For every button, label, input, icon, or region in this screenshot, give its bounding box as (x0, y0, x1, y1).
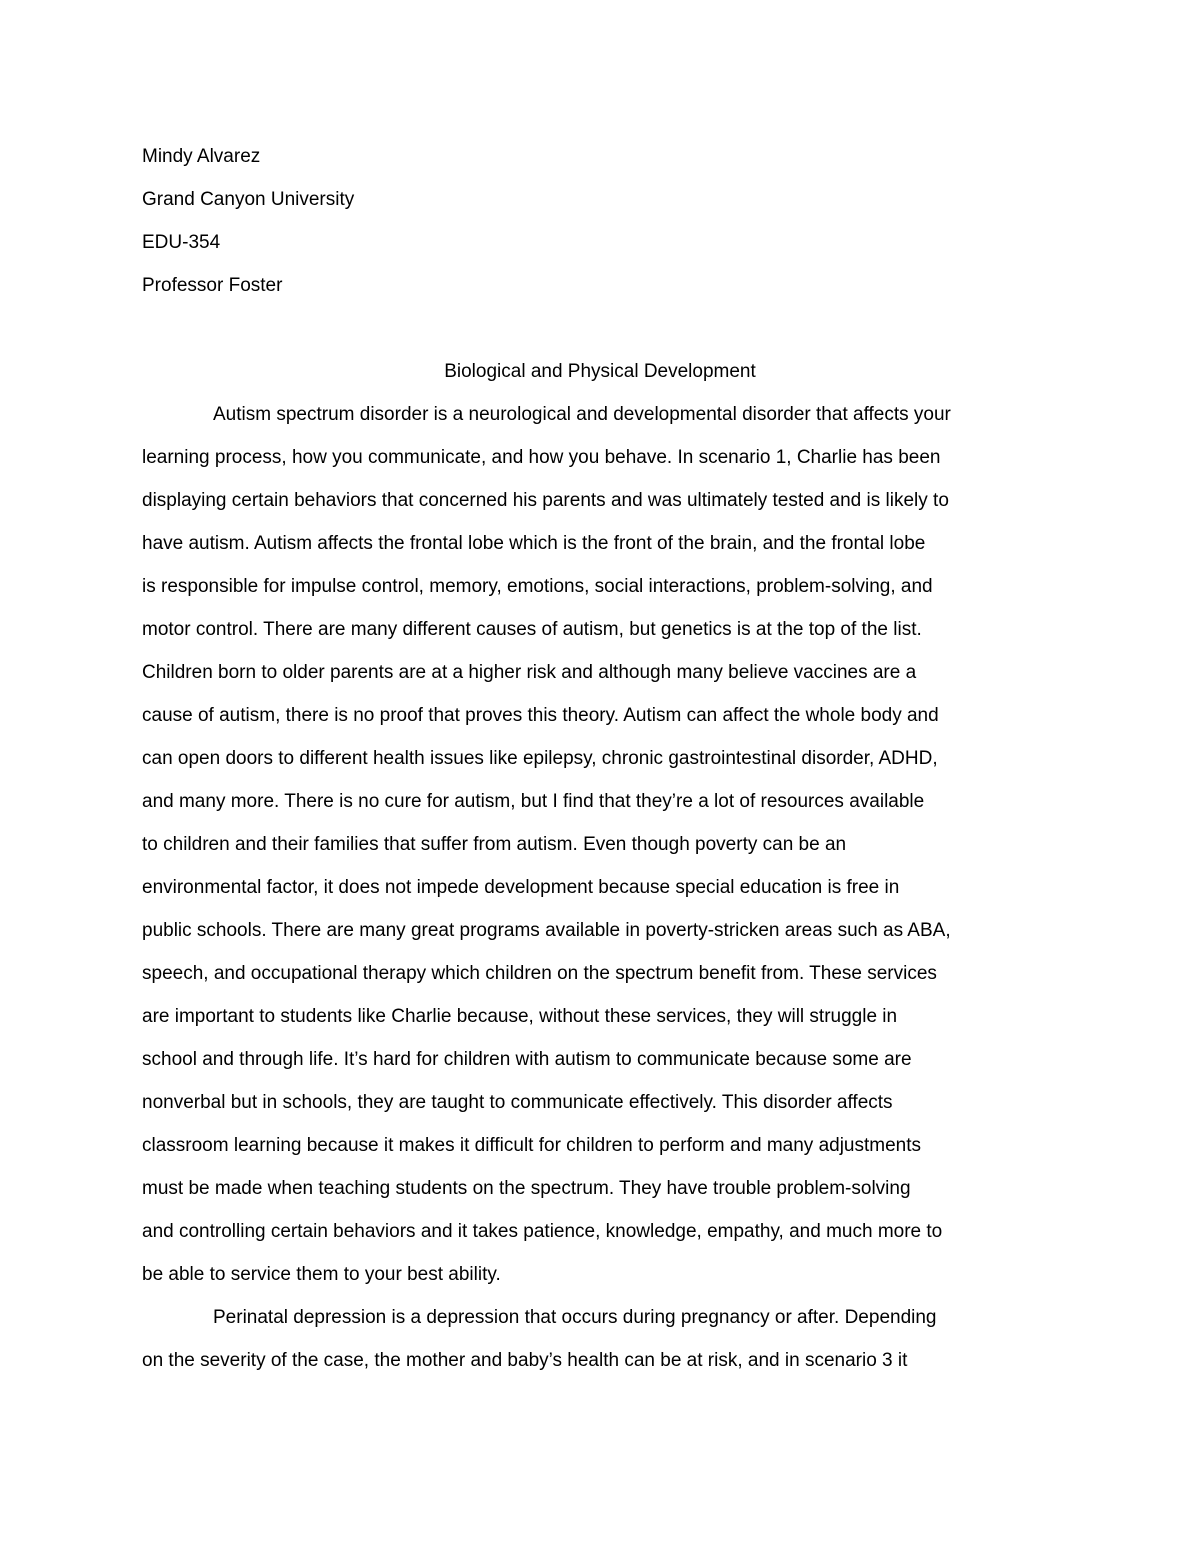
instructor-name: Professor Foster (142, 275, 283, 296)
paragraph-line: environmental factor, it does not impede development because special education is free in (142, 877, 900, 898)
paragraph-line: and many more. There is no cure for autism, but I find that they’re a lot of resources available (142, 791, 925, 812)
paragraph-line: and controlling certain behaviors and it takes patience, knowledge, empathy, and much more to (142, 1221, 943, 1242)
paragraph-line: learning process, how you communicate, and how you behave. In scenario 1, Charlie has been (142, 447, 941, 468)
paragraph-line: Children born to older parents are at a higher risk and although many believe vaccines are a (142, 662, 917, 683)
course-code: EDU-354 (142, 232, 221, 253)
paragraph-line: displaying certain behaviors that concerned his parents and was ultimately tested and is likely to (142, 490, 949, 511)
paragraph-line: can open doors to different health issues like epilepsy, chronic gastrointestinal disorder, ADHD, (142, 748, 938, 769)
paragraph-line: speech, and occupational therapy which children on the spectrum benefit from. These services (142, 963, 937, 984)
paragraph-line: classroom learning because it makes it difficult for children to perform and many adjustments (142, 1135, 922, 1156)
paragraph-line: nonverbal but in schools, they are taught to communicate effectively. This disorder affects (142, 1092, 893, 1113)
paragraph-line: is responsible for impulse control, memory, emotions, social interactions, problem-solving, and (142, 576, 933, 597)
paragraph-line: on the severity of the case, the mother and baby’s health can be at risk, and in scenario 3 it (142, 1350, 908, 1371)
document-title: Biological and Physical Development (444, 361, 756, 382)
paragraph-line: to children and their families that suffer from autism. Even though poverty can be an (142, 834, 847, 855)
paragraph-line: public schools. There are many great programs available in poverty-stricken areas such as ABA, (142, 920, 951, 941)
paragraph-line: motor control. There are many different causes of autism, but genetics is at the top of the list. (142, 619, 922, 640)
institution-name: Grand Canyon University (142, 189, 355, 210)
paragraph-line: have autism. Autism affects the frontal lobe which is the front of the brain, and the frontal lobe (142, 533, 926, 554)
paragraph-line: Perinatal depression is a depression that occurs during pregnancy or after. Depending (213, 1307, 937, 1328)
paragraph-line: must be made when teaching students on the spectrum. They have trouble problem-solving (142, 1178, 911, 1199)
paragraph-line: cause of autism, there is no proof that proves this theory. Autism can affect the whole body and (142, 705, 939, 726)
paragraph-line: are important to students like Charlie because, without these services, they will struggle in (142, 1006, 898, 1027)
paragraph-line: school and through life. It’s hard for children with autism to communicate because some are (142, 1049, 912, 1070)
author-name: Mindy Alvarez (142, 146, 261, 167)
paragraph-line: be able to service them to your best ability. (142, 1264, 501, 1285)
paragraph-line: Autism spectrum disorder is a neurological and developmental disorder that affects your (213, 404, 951, 425)
